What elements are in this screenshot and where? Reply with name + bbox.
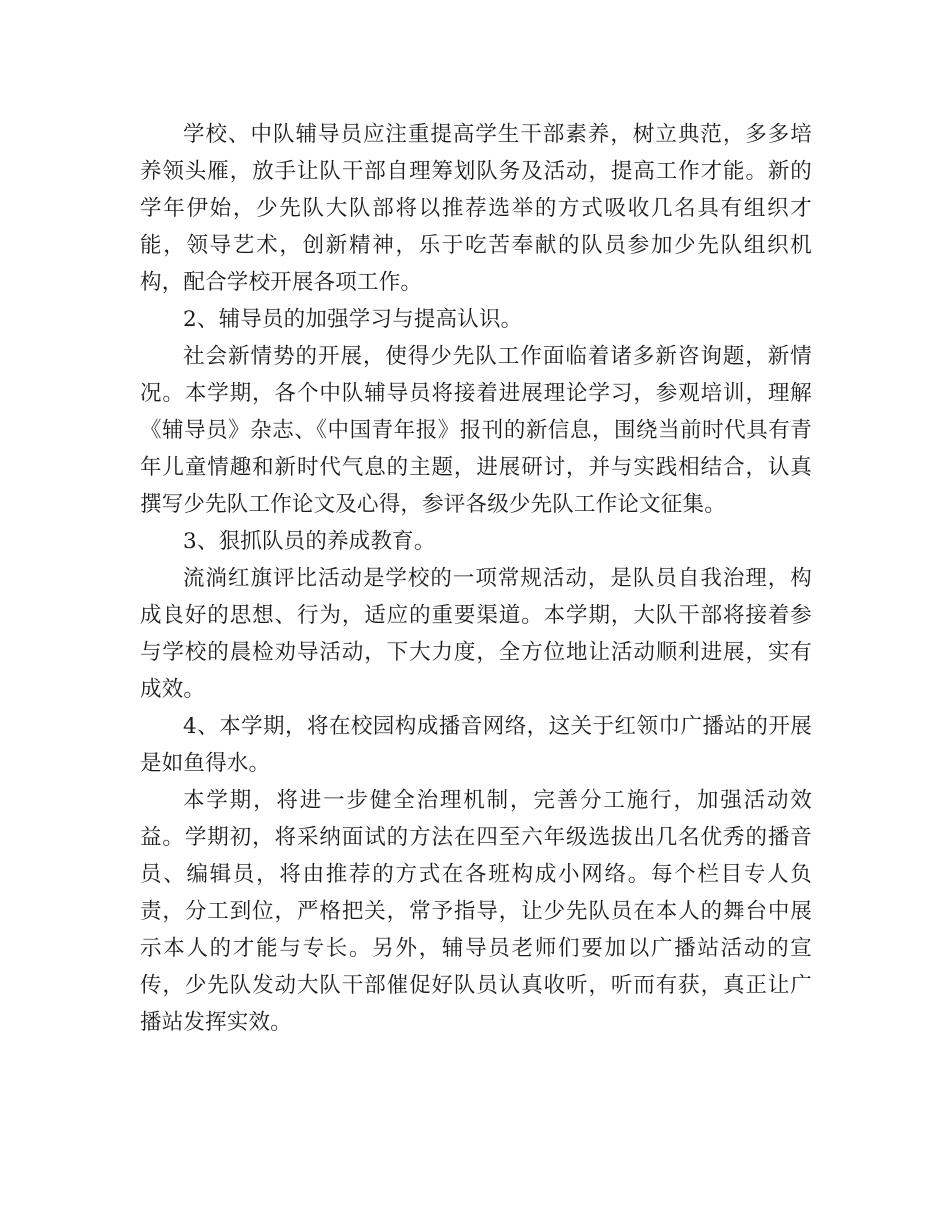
heading-habit-education: 3、狠抓队员的养成教育。 [183, 529, 436, 554]
paragraph-counselor-study: 社会新情势的开展，使得少先队工作面临着诸多新咨询题，新情况。本学期，各个中队辅导员将接着进展理论学习，参观培训，理解《辅导员》杂志、《中国青年报》报刊的新信息，围绕当前时代具有青年儿童情趣和新时代气息的主题，进展研讨，并与实践相结合，认真撰写少先队工作论文及心得，参评各级少先队工作论文征集。 [140, 344, 812, 517]
heading-counselor-study: 2、辅导员的加强学习与提高认识。 [183, 307, 523, 332]
paragraph-broadcast-network: 本学期，将进一步健全治理机制，完善分工施行，加强活动效益。学期初，将采纳面试的方法在四至六年级选拔出几名优秀的播音员、编辑员，将由推荐的方式在各班构成小网络。每个栏目专人负责，分工到位，严格把关，常予指导，让少先队员在本人的舞台中展示本人的才能与专长。另外，辅导员老师们要加以广播站活动的宣传，少先队发动大队干部催促好队员认真收听，听而有获，真正让广播站发挥实效。 [140, 788, 812, 1035]
document-body [140, 116, 812, 1041]
paragraph-cadre-training: 学校、中队辅导员应注重提高学生干部素养，树立典范，多多培养领头雁，放手让队干部自理筹划队务及活动，提高工作才能。新的学年伊始，少先队大队部将以推荐选举的方式吸收几名具有组织才能，领导艺术，创新精神，乐于吃苦奉献的队员参加少先队组织机构，配合学校开展各项工作。 [140, 122, 812, 295]
paragraph-habit-education: 流淌红旗评比活动是学校的一项常规活动，是队员自我治理，构成良好的思想、行为，适应的重要渠道。本学期，大队干部将接着参与学校的晨检劝导活动，下大力度，全方位地让活动顺利进展，实有成效。 [140, 566, 812, 702]
heading-broadcast-network: 4、本学期，将在校园构成播音网络，这关于红领巾广播站的开展是如鱼得水。 [140, 714, 812, 776]
